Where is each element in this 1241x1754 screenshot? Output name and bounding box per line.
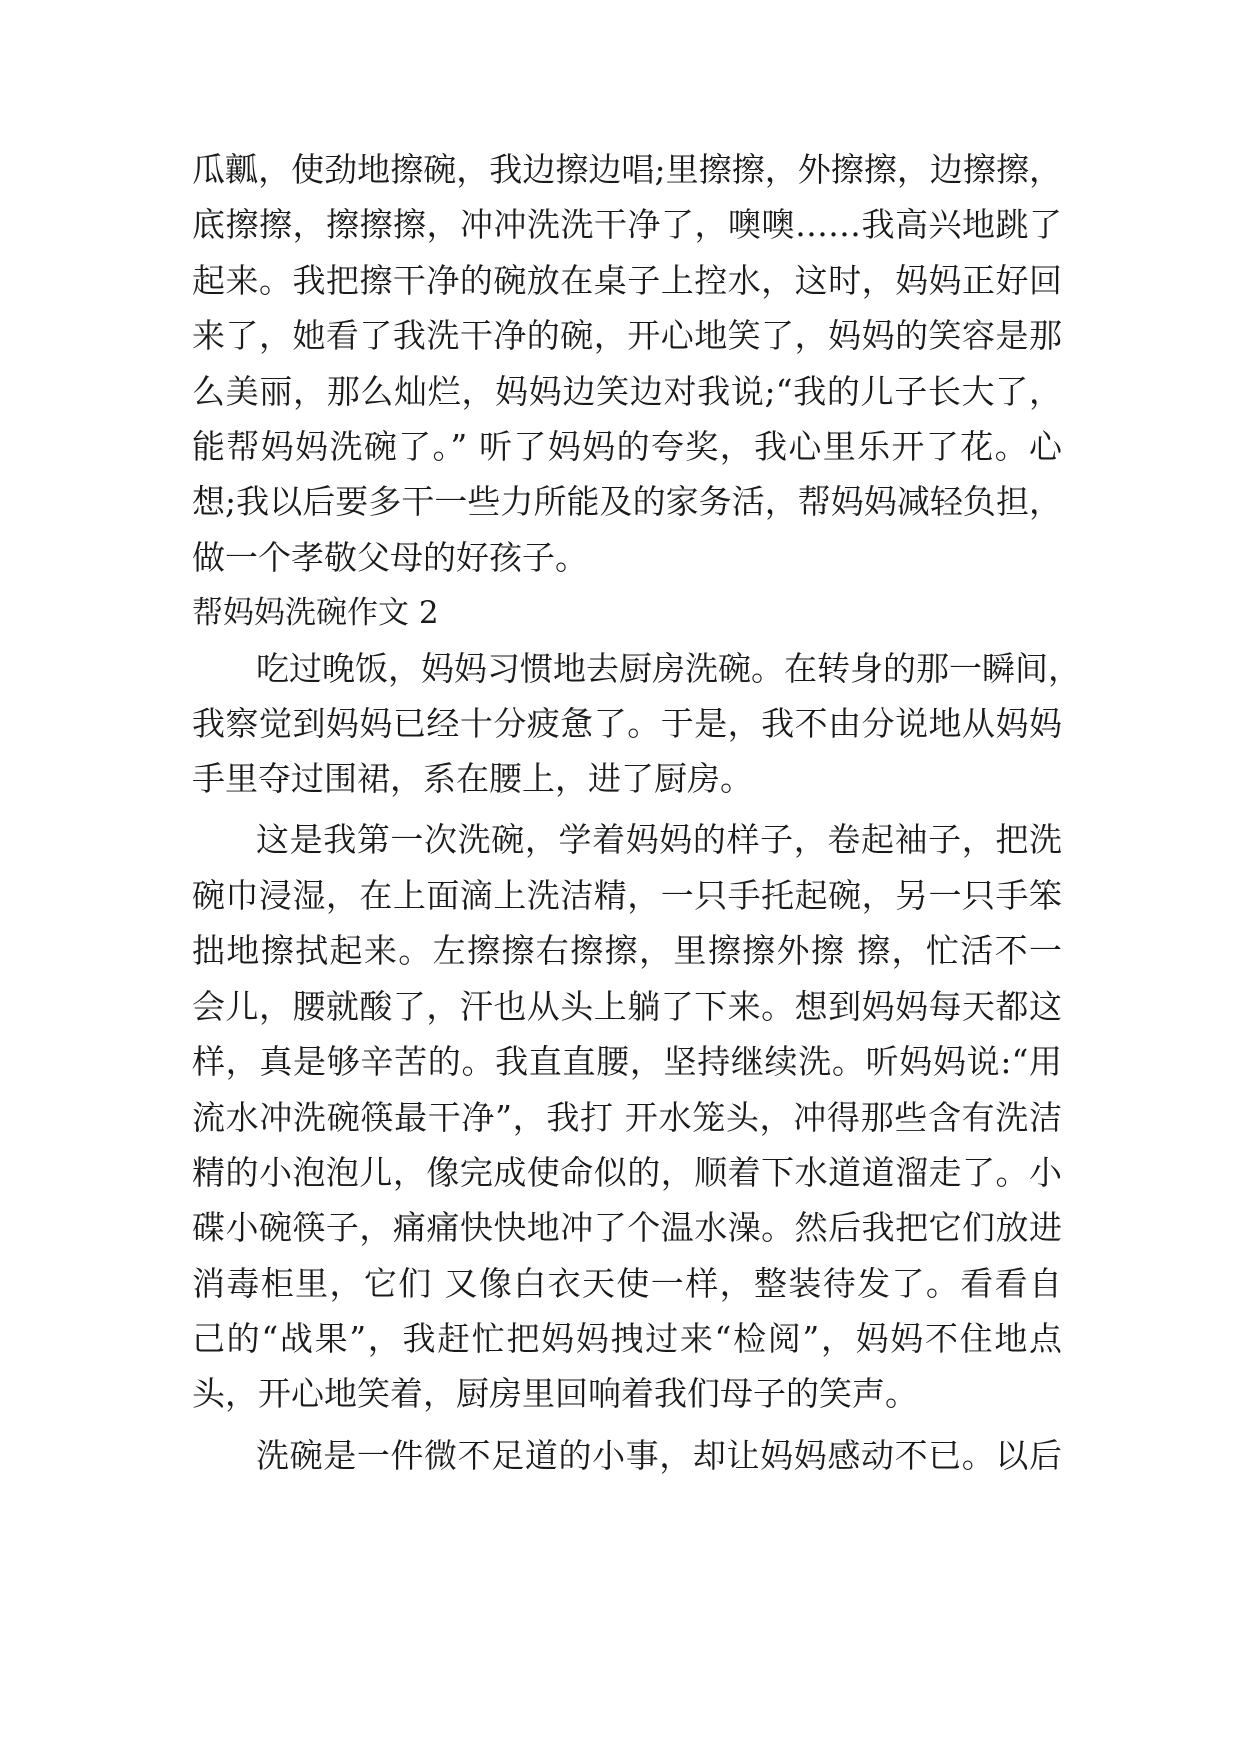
text-line: 头，开心地笑着，厨房里回响着我们母子的笑声。 bbox=[192, 1374, 918, 1413]
text-line: 瓜瓤，使劲地擦碗，我边擦边唱;里擦擦，外擦擦，边擦擦， bbox=[192, 150, 1062, 189]
text-line: 来了，她看了我洗干净的碗，开心地笑了，妈妈的笑容是那 bbox=[192, 316, 1062, 355]
text-line: 起来。我把擦干净的碗放在桌子上控水，这时，妈妈正好回 bbox=[192, 261, 1062, 300]
text-line: 这是我第一次洗碗，学着妈妈的样子，卷起袖子，把洗 bbox=[256, 820, 1062, 859]
text-line: 碟小碗筷子，痛痛快快地冲了个温水澡。然后我把它们放进 bbox=[192, 1208, 1062, 1247]
text-line: 消毒柜里，它们 又像白衣天使一样，整装待发了。看看自 bbox=[192, 1264, 1062, 1303]
text-line: 手里夺过围裙，系在腰上，进了厨房。 bbox=[192, 759, 753, 798]
text-line: 想;我以后要多干一些力所能及的家务活，帮妈妈减轻负担， bbox=[192, 482, 1062, 521]
text-line: 洗碗是一件微不足道的小事，却让妈妈感动不已。以后 bbox=[256, 1436, 1062, 1475]
text-line: 精的小泡泡儿，像完成使命似的，顺着下水道道溜走了。小 bbox=[192, 1153, 1062, 1192]
text-line: 吃过晚饭，妈妈习惯地去厨房洗碗。在转身的那一瞬间， bbox=[256, 649, 1081, 688]
text-line: 拙地擦拭起来。左擦擦右擦擦，里擦擦外擦 擦，忙活不一 bbox=[192, 931, 1062, 970]
text-line: 己的“战果”，我赶忙把妈妈拽过来“检阅”，妈妈不住地点 bbox=[192, 1319, 1062, 1358]
text-line: 做一个孝敬父母的好孩子。 bbox=[192, 538, 588, 577]
text-line: 么美丽，那么灿烂，妈妈边笑边对我说;“我的儿子长大了， bbox=[192, 372, 1062, 411]
text-line: 样，真是够辛苦的。我直直腰，坚持继续洗。听妈妈说:“用 bbox=[192, 1042, 1062, 1081]
section-heading: 帮妈妈洗碗作文 2 bbox=[192, 595, 439, 631]
text-line: 会儿，腰就酸了，汗也从头上躺了下来。想到妈妈每天都这 bbox=[192, 987, 1062, 1026]
text-line: 流水冲洗碗筷最干净”，我打 开水笼头，冲得那些含有洗洁 bbox=[192, 1098, 1062, 1137]
text-line: 底擦擦，擦擦擦，冲冲洗洗干净了，噢噢……我高兴地跳了 bbox=[192, 205, 1062, 244]
text-line: 碗巾浸湿，在上面滴上洗洁精，一只手托起碗，另一只手笨 bbox=[192, 876, 1062, 915]
text-line: 能帮妈妈洗碗了。” 听了妈妈的夸奖，我心里乐开了花。心 bbox=[192, 427, 1062, 466]
text-line: 我察觉到妈妈已经十分疲惫了。于是，我不由分说地从妈妈 bbox=[192, 704, 1062, 743]
